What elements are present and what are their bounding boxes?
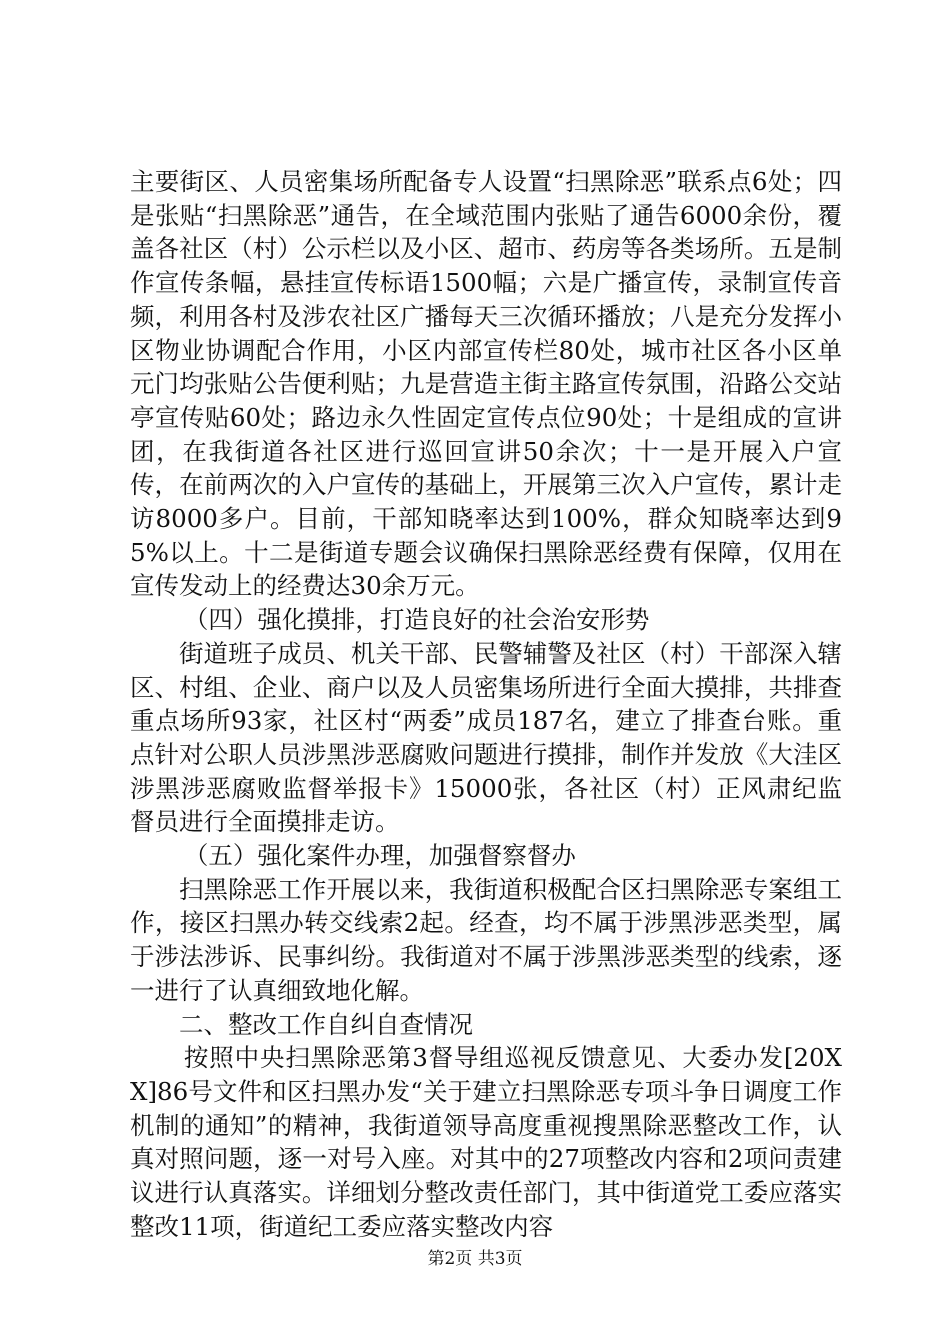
document-body xyxy=(130,165,842,1244)
paragraph-publicity-measures: 主要街区、人员密集场所配备专人设置“扫黑除恶”联系点6处；四是张贴“扫黑除恶”通告，在全域范围内张贴了通告6000余份，覆盖各社区（村）公示栏以及小区、超市、药房等各类场所。五是制作宣传条幅，悬挂宣传标语1500幅；六是广播宣传，录制宣传音频，利用各村及涉农社区广播每天三次循环播放；八是充分发挥小区物业协调配合作用，小区内部宣传栏80处，城市社区各小区单元门均张贴公告便利贴；九是营造主街主路宣传氛围，沿路公交站亭宣传贴60处；路边永久性固定宣传点位90处；十是组成的宣讲团，在我街道各社区进行巡回宣讲50余次；十一是开展入户宣传，在前两次的入户宣传的基础上，开展第三次入户宣传，累计走访8000多户。目前，干部知晓率达到100%，群众知晓率达到95%以上。十二是街道专题会议确保扫黑除恶经费有保障，仅用在宣传发动上的经费达30余万元。 xyxy=(130,167,842,601)
section-heading-5: （五）强化案件办理，加强督察督办 xyxy=(183,841,576,871)
page-number: 第2页 共3页 xyxy=(427,1249,523,1269)
paragraph-rectification: 按照中央扫黑除恶第3督导组巡视反馈意见、大委办发[20XX]86号文件和区扫黑办发“关于建立扫黑除恶专项斗争日调度工作机制的通知”的精神，我街道领导高度重视搜黑除恶整改工作，认真对照问题，逐一对号入座。对其中的27项整改内容和2项问责建议进行认真落实。详细划分整改责任部门，其中街道党工委应落实整改11项，街道纪工委应落实整改内容 xyxy=(130,1043,842,1241)
section-heading-2: 二、整改工作自纠自查情况 xyxy=(179,1009,473,1039)
paragraph-case-handling: 扫黑除恶工作开展以来，我街道积极配合区扫黑除恶专案组工作，接区扫黑办转交线索2起。经查，均不属于涉黑涉恶类型，属于涉法涉诉、民事纠纷。我街道对不属于涉黑涉恶类型的线索，逐一进行了认真细致地化解。 xyxy=(130,874,842,1005)
paragraph-investigation: 街道班子成员、机关干部、民警辅警及社区（村）干部深入辖区、村组、企业、商户以及人员密集场所进行全面大摸排，共排查重点场所93家，社区村“两委”成员187名，建立了排查台账。重点针对公职人员涉黑涉恶腐败问题进行摸排，制作并发放《大洼区涉黑涉恶腐败监督举报卡》15000张，各社区（村）正风肃纪监督员进行全面摸排走访。 xyxy=(130,638,842,837)
page-footer xyxy=(0,1244,950,1269)
section-heading-4: （四）强化摸排，打造良好的社会治安形势 xyxy=(183,605,650,635)
